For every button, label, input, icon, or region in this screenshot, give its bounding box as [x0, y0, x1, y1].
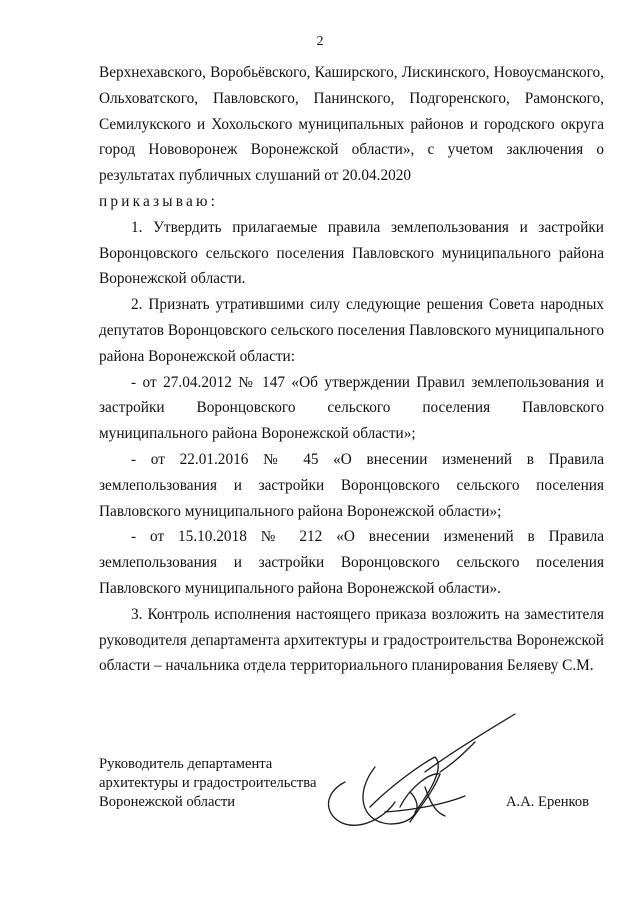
- paragraph: приказываю:: [99, 192, 219, 210]
- paragraph: Ольховатского, Павловского, Панинского, Подгоренского, Рамонского,: [99, 89, 604, 107]
- handwritten-signature: [315, 712, 525, 862]
- paragraph: - от 15.10.2018 № 212 «О внесении изменений в Правила землепользования и застройки Воронцовского сельского поселения Павловского муниципального района Воронежской области».: [99, 528, 604, 597]
- paragraph: Верхнехавского, Воробьёвского, Каширского, Лискинского, Новоусманского,: [99, 64, 604, 81]
- signatory-name: А.А. Еренков: [506, 794, 590, 810]
- signatory-title-line: Воронежской области: [99, 794, 236, 810]
- paragraph: город Нововоронеж Воронежской области», с учетом заключения о: [99, 141, 604, 159]
- paragraph: результатах публичных слушаний от 20.04.2020: [99, 167, 412, 185]
- paragraph: 2. Признать утратившими силу следующие решения Совета народных депутатов Воронцовского сельского поселения Павловского муниципального района Воронежской области:: [99, 296, 604, 365]
- signatory-title: [99, 755, 316, 812]
- signatory-title-line: Руководитель департамента: [99, 756, 273, 772]
- document-body: [99, 60, 604, 679]
- page-number: 2: [316, 34, 324, 49]
- paragraph: 3. Контроль исполнения настоящего приказа возложить на заместителя руководителя департамента архитектуры и градостроительства Воронежской области – начальника отдела территориального планирования Беляеву С.М.: [99, 605, 604, 675]
- paragraph: Семилукского и Хохольского муниципальных районов и городского округа: [99, 115, 604, 133]
- paragraph: - от 27.04.2012 № 147 «Об утверждении Правил землепользования и застройки Воронцовского сельского поселения Павловского муниципального района Воронежской области»;: [99, 373, 604, 443]
- signatory-title-line: архитектуры и градостроительства: [99, 775, 317, 791]
- paragraph: 1. Утвердить прилагаемые правила землепользования и застройки Воронцовского сельского поселения Павловского муниципального района Воронежской области.: [99, 218, 604, 288]
- paragraph: - от 22.01.2016 № 45 «О внесении изменений в Правила землепользования и застройки Воронцовского сельского поселения Павловского муниципального района Воронежской области»;: [99, 450, 604, 520]
